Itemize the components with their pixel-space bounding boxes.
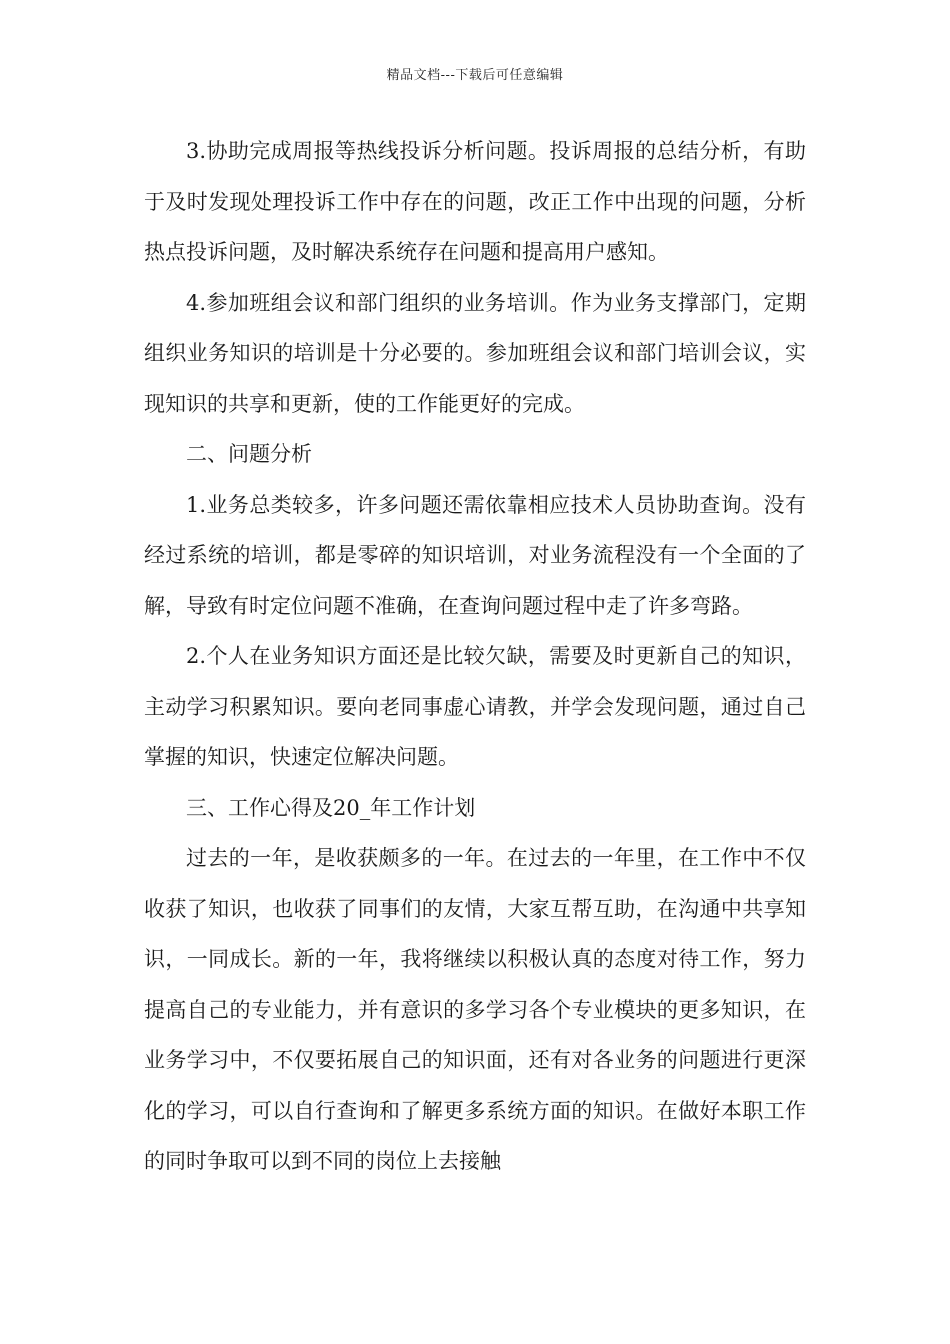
paragraph-problem-1: 1.业务总类较多，许多问题还需依靠相应技术人员协助查询。没有经过系统的培训，都是零碎的知识培训，对业务流程没有一个全面的了解，导致有时定位问题不准确，在查询问题过程中走了许多弯路。: [144, 492, 806, 618]
paragraph-problem-2: 2.个人在业务知识方面还是比较欠缺，需要及时更新自己的知识，主动学习积累知识。要向老同事虚心请教，并学会发现问题，通过自己掌握的知识，快速定位解决问题。: [144, 644, 806, 769]
paragraph-work-reflection: 过去的一年，是收获颇多的一年。在过去的一年里，在工作中不仅收获了知识，也收获了同事们的友情，大家互帮互助，在沟通中共享知识，一同成长。新的一年，我将继续以积极认真的态度对待工作，努力提高自己的专业能力，并有意识的多学习各个专业模块的更多知识，在业务学习中，不仅要拓展自己的知识面，还有对各业务的问题进行更深化的学习，可以自行查询和了解更多系统方面的知识。在做好本职工作的同时争取可以到不同的岗位上去接触: [144, 846, 806, 1173]
document-body: [144, 126, 806, 1187]
section-heading-work-plan: 三、工作心得及20_年工作计划: [186, 795, 476, 820]
paragraph-item-4: 4.参加班组会议和部门组织的业务培训。作为业务支撑部门，定期组织业务知识的培训是十分必要的。参加班组会议和部门培训会议，实现知识的共享和更新，使的工作能更好的完成。: [144, 290, 806, 416]
paragraph-item-3: 3.协助完成周报等热线投诉分析问题。投诉周报的总结分析，有助于及时发现处理投诉工作中存在的问题，改正工作中出现的问题，分析热点投诉问题，及时解决系统存在问题和提高用户感知。: [144, 139, 806, 264]
page-header: 精品文档---下载后可任意编辑: [386, 68, 564, 83]
section-heading-problem-analysis: 二、问题分析: [186, 442, 312, 466]
